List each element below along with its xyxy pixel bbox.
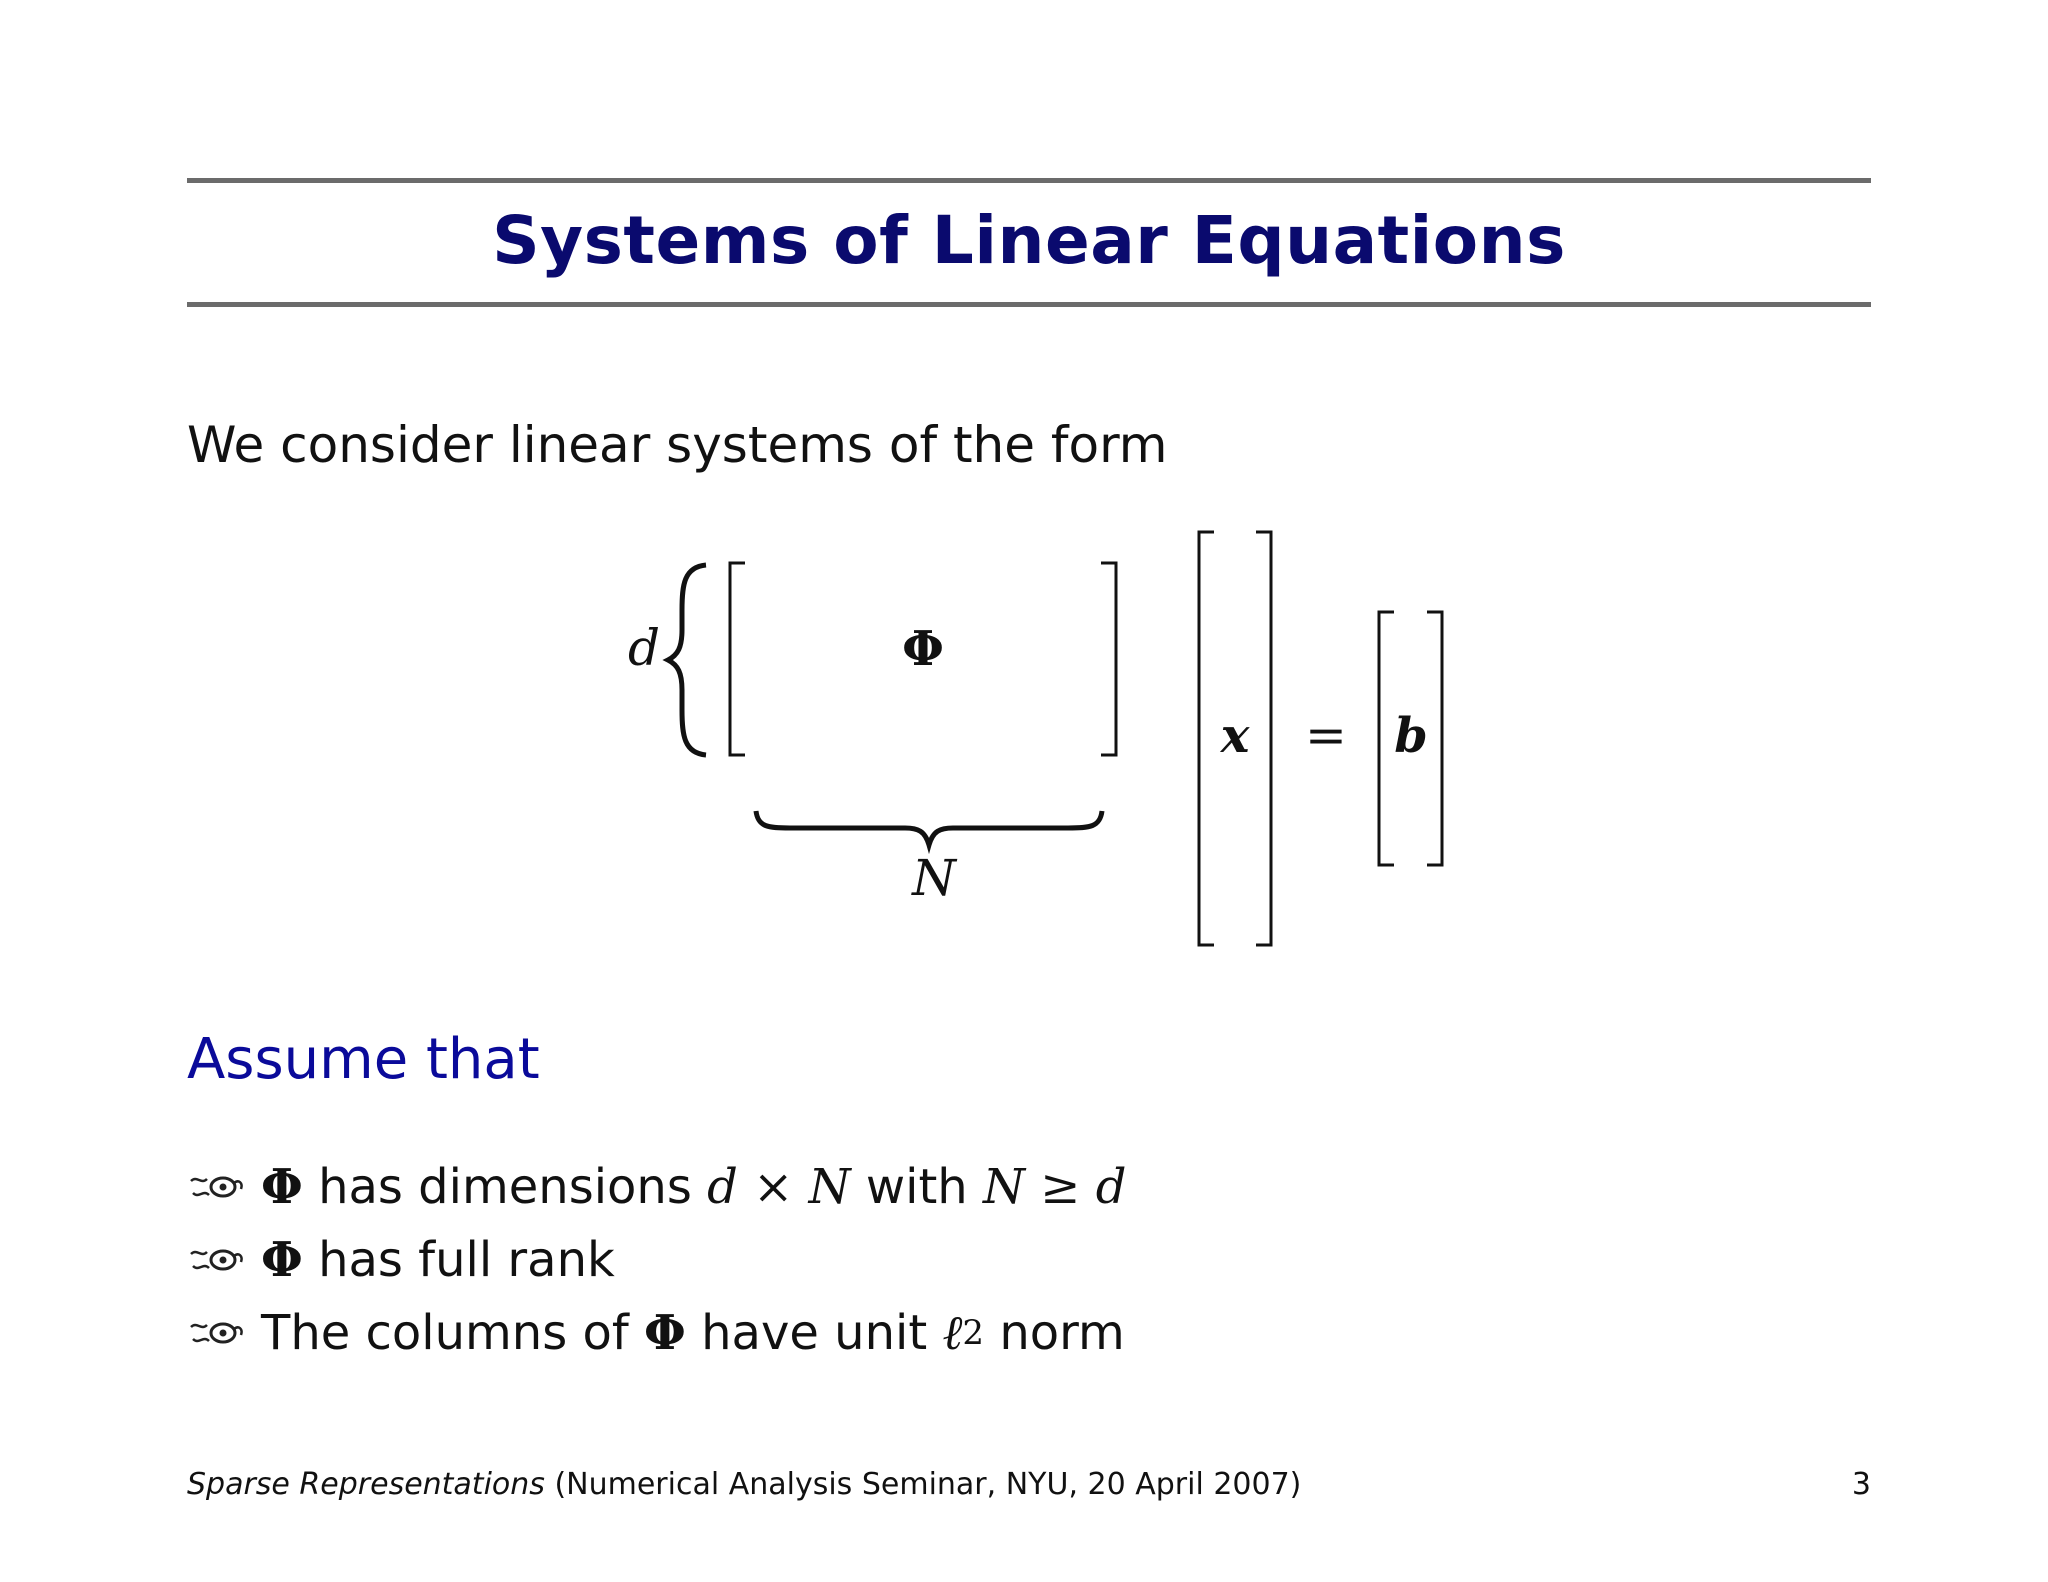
equals-sign: =: [1305, 706, 1347, 764]
bullet-text-with: with: [865, 1158, 968, 1215]
matrix-right-bracket: [1101, 563, 1116, 755]
assume-heading: Assume that: [187, 1027, 540, 1092]
footer-series-title: Sparse Representations: [187, 1467, 545, 1502]
equation-diagram: [600, 515, 1500, 965]
title-rule-top: [187, 178, 1871, 183]
bullet-text: The columns of: [261, 1304, 629, 1361]
list-item: [187, 1150, 1126, 1223]
fleuron-bullet-icon: [187, 1167, 253, 1207]
ell-symbol: ℓ: [942, 1304, 963, 1361]
page-number: 3: [1851, 1467, 1871, 1502]
geq-symbol: ≥: [1040, 1158, 1081, 1215]
list-item: [187, 1223, 1126, 1296]
assumption-list: [187, 1150, 1126, 1369]
math-d-condition: d: [1095, 1158, 1127, 1215]
fleuron-bullet-icon: [187, 1313, 253, 1353]
column-dimension-label: N: [912, 849, 956, 907]
phi-symbol: Φ: [261, 1231, 303, 1288]
ell-subscript: 2: [962, 1312, 985, 1353]
bullet-text-after: have unit: [701, 1304, 928, 1361]
vector-x: x: [1220, 708, 1250, 764]
times-symbol: ×: [753, 1158, 794, 1215]
bullet-text: has full rank: [318, 1231, 615, 1288]
slide-footer: [187, 1465, 1301, 1505]
column-brace-icon: [756, 811, 1102, 845]
vector-x-right-bracket: [1256, 532, 1271, 945]
footer-details: (Numerical Analysis Seminar, NYU, 20 April 2007): [554, 1467, 1302, 1502]
title-rule-bottom: [187, 302, 1871, 307]
matrix-left-bracket: [730, 563, 745, 755]
row-dimension-label: d: [628, 619, 661, 677]
vector-b-right-bracket: [1427, 612, 1442, 865]
fleuron-bullet-icon: [187, 1240, 253, 1280]
intro-text: We consider linear systems of the form: [187, 416, 1168, 474]
phi-symbol: Φ: [261, 1158, 303, 1215]
phi-symbol: Φ: [644, 1304, 686, 1361]
row-brace-icon: [668, 565, 706, 755]
slide-title: Systems of Linear Equations: [492, 202, 1566, 279]
bullet-text-end: norm: [999, 1304, 1125, 1361]
linear-system-equation: [600, 515, 1500, 965]
math-N-condition: N: [982, 1158, 1025, 1215]
vector-b-left-bracket: [1379, 612, 1394, 865]
vector-x-left-bracket: [1199, 532, 1214, 945]
bullet-text: has dimensions: [318, 1158, 692, 1215]
math-d: d: [707, 1158, 738, 1215]
list-item: [187, 1296, 1126, 1369]
matrix-phi: Φ: [902, 621, 944, 677]
vector-b: b: [1394, 708, 1428, 764]
math-N: N: [808, 1158, 851, 1215]
